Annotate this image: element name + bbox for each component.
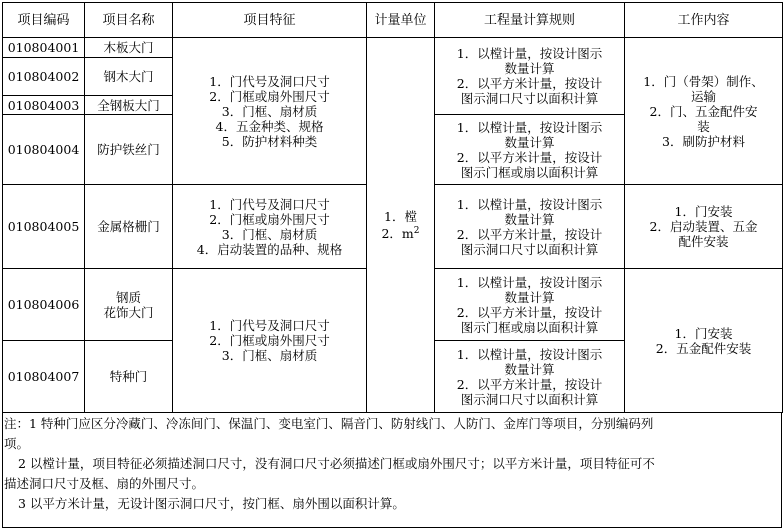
header-code: 项目编码 <box>3 3 85 38</box>
features-cell <box>173 185 367 269</box>
feature-line: 5．防护材料种类 <box>221 133 318 149</box>
rule-line: 图示洞口尺寸以面积计算 <box>460 241 599 257</box>
features-cell <box>173 269 367 413</box>
unit-line-2: 2．m <box>381 226 414 242</box>
unit-line: 1．樘 <box>384 208 417 224</box>
rules-cell <box>435 38 625 115</box>
unit-sup: 2 <box>413 225 420 236</box>
rule-line: 2．以平方米计量，按设计 <box>456 376 603 392</box>
item-name: 钢木大门 <box>85 58 173 96</box>
item-code: 010804006 <box>3 269 85 341</box>
work-cell <box>625 38 783 185</box>
rule-line: 图示洞口尺寸以面积计算 <box>460 91 599 106</box>
feature-line: 4．五金种类、规格 <box>215 118 324 134</box>
feature-line: 3．门框、扇材质 <box>221 226 318 242</box>
work-line: 3．刷防护材料 <box>662 133 745 149</box>
item-name: 全钢板大门 <box>85 96 173 115</box>
item-name: 特种门 <box>85 341 173 413</box>
features-cell <box>173 38 367 185</box>
item-name-line: 花饰大门 <box>103 304 154 320</box>
work-cell <box>625 185 783 269</box>
rules-cell <box>435 269 625 341</box>
item-code: 010804002 <box>3 58 85 96</box>
rule-line: 1．以樘计量，按设计图示 <box>456 119 603 135</box>
header-work: 工作内容 <box>625 3 783 38</box>
feature-line: 1．门代号及洞口尺寸 <box>209 318 330 333</box>
item-code: 010804005 <box>3 185 85 269</box>
feature-line: 3．门框、扇材质 <box>221 348 318 363</box>
rules-cell <box>435 341 625 413</box>
spec-table <box>2 2 783 413</box>
item-name: 防护铁丝门 <box>85 115 173 185</box>
note-1: 注：1 特种门应区分冷藏门、冷冻间门、保温门、变电室门、隔音门、防射线门、人防门、金库门等项目，分别编码列 <box>4 416 654 431</box>
rule-line: 数量计算 <box>504 289 555 305</box>
item-code: 010804001 <box>3 38 85 58</box>
item-code: 010804007 <box>3 341 85 413</box>
rule-line: 数量计算 <box>504 361 555 377</box>
rule-line: 1．以樘计量，按设计图示 <box>456 274 603 290</box>
feature-line: 2．门框或扇外围尺寸 <box>209 211 330 227</box>
rule-line: 2．以平方米计量，按设计 <box>456 76 603 91</box>
unit-line <box>369 224 432 241</box>
rule-line: 数量计算 <box>504 61 555 76</box>
rule-line: 2．以平方米计量，按设计 <box>456 149 603 165</box>
rules-cell <box>435 115 625 185</box>
note-3: 3 以平方米计量，无设计图示洞口尺寸，按门框、扇外围以面积计算。 <box>18 496 405 511</box>
work-line: 配件安装 <box>678 234 729 249</box>
header-name: 项目名称 <box>85 3 173 38</box>
rule-line: 图示门框或扇以面积计算 <box>460 319 599 335</box>
rule-line: 2．以平方米计量，按设计 <box>456 226 603 242</box>
feature-line: 1．门代号及洞口尺寸 <box>209 73 330 89</box>
table-row <box>3 38 783 58</box>
work-line: 2．启动装置、五金 <box>649 219 758 234</box>
feature-line: 1．门代号及洞口尺寸 <box>209 196 330 212</box>
rule-line: 1．以樘计量，按设计图示 <box>456 46 603 61</box>
note-1-cont: 项。 <box>4 436 30 451</box>
rule-line: 2．以平方米计量，按设计 <box>456 304 603 320</box>
item-code: 010804004 <box>3 115 85 185</box>
notes <box>4 414 780 514</box>
work-line: 2．五金配件安装 <box>655 340 752 356</box>
unit-cell <box>367 38 435 413</box>
item-name: 木板大门 <box>85 38 173 58</box>
feature-line: 2．门框或扇外围尺寸 <box>209 333 330 348</box>
item-name: 金属格栅门 <box>85 185 173 269</box>
item-code: 010804003 <box>3 96 85 115</box>
work-line: 1．门安装 <box>674 204 733 219</box>
header-features: 项目特征 <box>173 3 367 38</box>
rule-line: 图示门框或扇以面积计算 <box>460 164 599 180</box>
note-2-cont: 描述洞口尺寸及框、扇的外围尺寸。 <box>4 476 205 491</box>
rule-line: 图示洞口尺寸以面积计算 <box>460 391 599 407</box>
feature-line: 2．门框或扇外围尺寸 <box>209 88 330 104</box>
header-rules: 工程量计算规则 <box>435 3 625 38</box>
work-line: 2．门、五金配件安 <box>649 103 758 119</box>
note-2: 2 以樘计量，项目特征必须描述洞口尺寸，没有洞口尺寸必须描述门框或扇外围尺寸；以平方米计量，项目特征可不 <box>18 456 655 471</box>
rule-line: 1．以樘计量，按设计图示 <box>456 346 603 362</box>
rule-line: 数量计算 <box>504 134 555 150</box>
feature-line: 3．门框、扇材质 <box>221 103 318 119</box>
work-line: 1．门（骨架）制作、 <box>643 73 764 89</box>
work-line: 运输 <box>690 88 716 104</box>
rules-cell <box>435 185 625 269</box>
feature-line: 4．启动装置的品种、规格 <box>196 241 343 257</box>
header-unit: 计量单位 <box>367 3 435 38</box>
header-row <box>3 3 783 38</box>
rule-line: 数量计算 <box>504 211 555 227</box>
item-name-line: 钢质 <box>115 289 141 305</box>
rule-line: 1．以樘计量，按设计图示 <box>456 196 603 212</box>
work-line: 装 <box>697 118 710 134</box>
work-line: 1．门安装 <box>674 325 733 341</box>
work-cell <box>625 269 783 413</box>
item-name <box>85 269 173 341</box>
